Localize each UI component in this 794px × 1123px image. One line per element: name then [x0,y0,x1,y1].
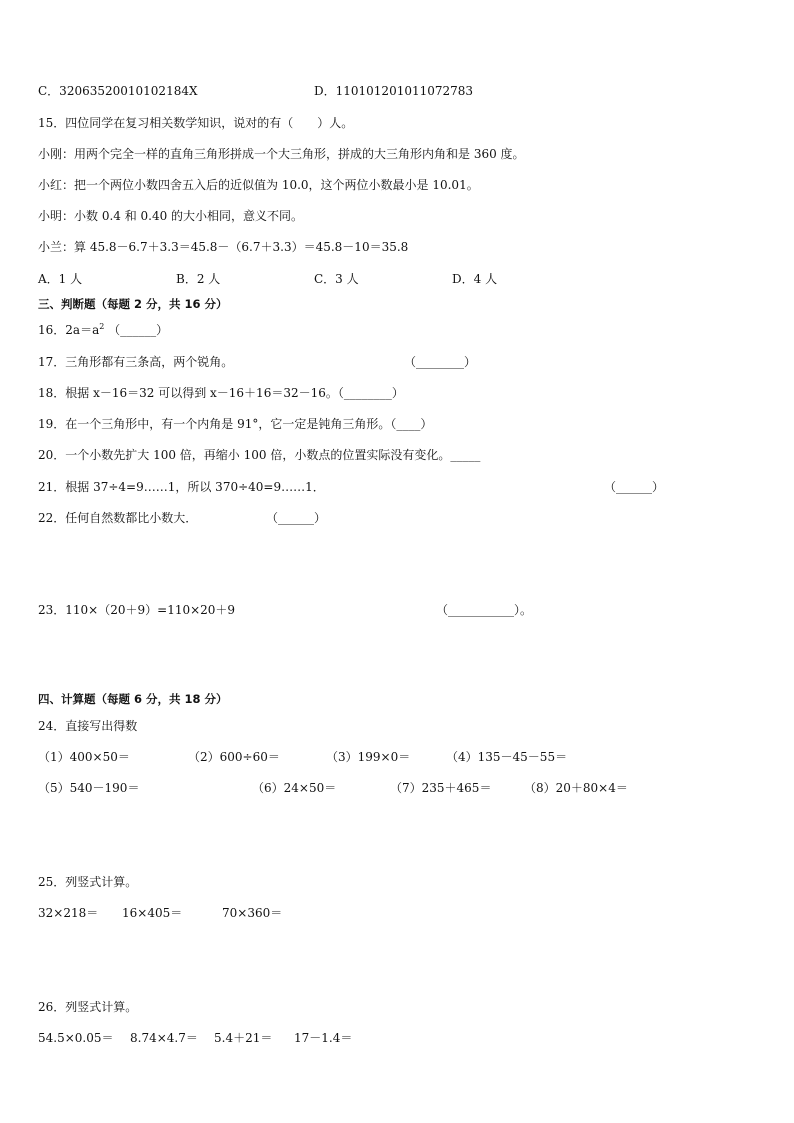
q26-item-4: 17－1.4＝ [294,1031,353,1045]
q17-text: 17．三角形都有三条高，两个锐角。 [38,355,234,369]
q24-stem: 24．直接写出得数 [38,719,138,733]
q16 [38,322,168,338]
q24-item-8: （8）20＋80×4＝ [524,781,628,795]
q23-text: 23．110×（20＋9）=110×20＋9 [38,603,236,617]
q25-item-1: 32×218＝ [38,906,99,920]
q15-option-a: A．1 人 [38,272,83,286]
q25-item-3: 70×360＝ [222,906,283,920]
q18-text: 18．根据 x－16＝32 可以得到 x－16＋16＝32－16。（________） [38,386,404,400]
q15-option-b: B．2 人 [176,272,221,286]
q24-item-6: （6）24×50＝ [252,781,337,795]
q15-statement-4: 小兰：算 45.8－6.7＋3.3＝45.8－（6.7＋3.3）＝45.8－10＝35.8 [38,240,409,254]
q24-item-2: （2）600÷60＝ [188,750,280,764]
q15-statement-2: 小红：把一个两位小数四舍五入后的近似值为 10.0，这个两位小数最小是 10.01。 [38,178,479,192]
section-3-title: 三、判断题（每题 2 分，共 16 分） [38,297,228,311]
q24-item-4: （4）135－45－55＝ [446,750,568,764]
q25-item-2: 16×405＝ [122,906,183,920]
q17-blank: （________） [404,355,477,369]
q26-item-3: 5.4＋21＝ [214,1031,273,1045]
q16-exponent: 2 [99,322,105,331]
q15-statement-1: 小刚：用两个完全一样的直角三角形拼成一个大三角形，拼成的大三角形内角和是 360 度。 [38,147,525,161]
q16-number: 16． [38,323,66,337]
q24-item-3: （3）199×0＝ [326,750,411,764]
q19-text: 19．在一个三角形中，有一个内角是 91°，它一定是钝角三角形。（____） [38,417,433,431]
q16-expression: 2a＝a [65,323,100,337]
q16-blank: （______） [108,323,169,337]
q24-item-5: （5）540－190＝ [38,781,140,795]
q14-option-c: C．32063520010102184X [38,84,198,98]
section-4-title: 四、计算题（每题 6 分，共 18 分） [38,692,228,706]
q15-option-c: C．3 人 [314,272,359,286]
q23-blank: （___________）。 [436,603,533,617]
q21-blank: （______） [604,480,665,494]
q15-option-d: D．4 人 [452,272,498,286]
q25-stem: 25．列竖式计算。 [38,875,138,889]
q22-text: 22．任何自然数都比小数大． [38,511,198,525]
q20-text: 20．一个小数先扩大 100 倍，再缩小 100 倍，小数点的位置实际没有变化。_____ [38,448,481,462]
q26-stem: 26．列竖式计算。 [38,1000,138,1014]
q21-text: 21．根据 37÷4=9……1，所以 370÷40=9……1． [38,480,325,494]
q24-item-1: （1）400×50＝ [38,750,130,764]
q15-stem: 15．四位同学在复习相关数学知识，说对的有（ ）人。 [38,116,354,130]
q26-item-2: 8.74×4.7＝ [130,1031,198,1045]
q26-item-1: 54.5×0.05＝ [38,1031,114,1045]
q22-blank: （______） [266,511,327,525]
q24-item-7: （7）235＋465＝ [390,781,492,795]
q15-statement-3: 小明：小数 0.4 和 0.40 的大小相同，意义不同。 [38,209,304,223]
q14-option-d: D．110101201011072783 [314,84,474,98]
